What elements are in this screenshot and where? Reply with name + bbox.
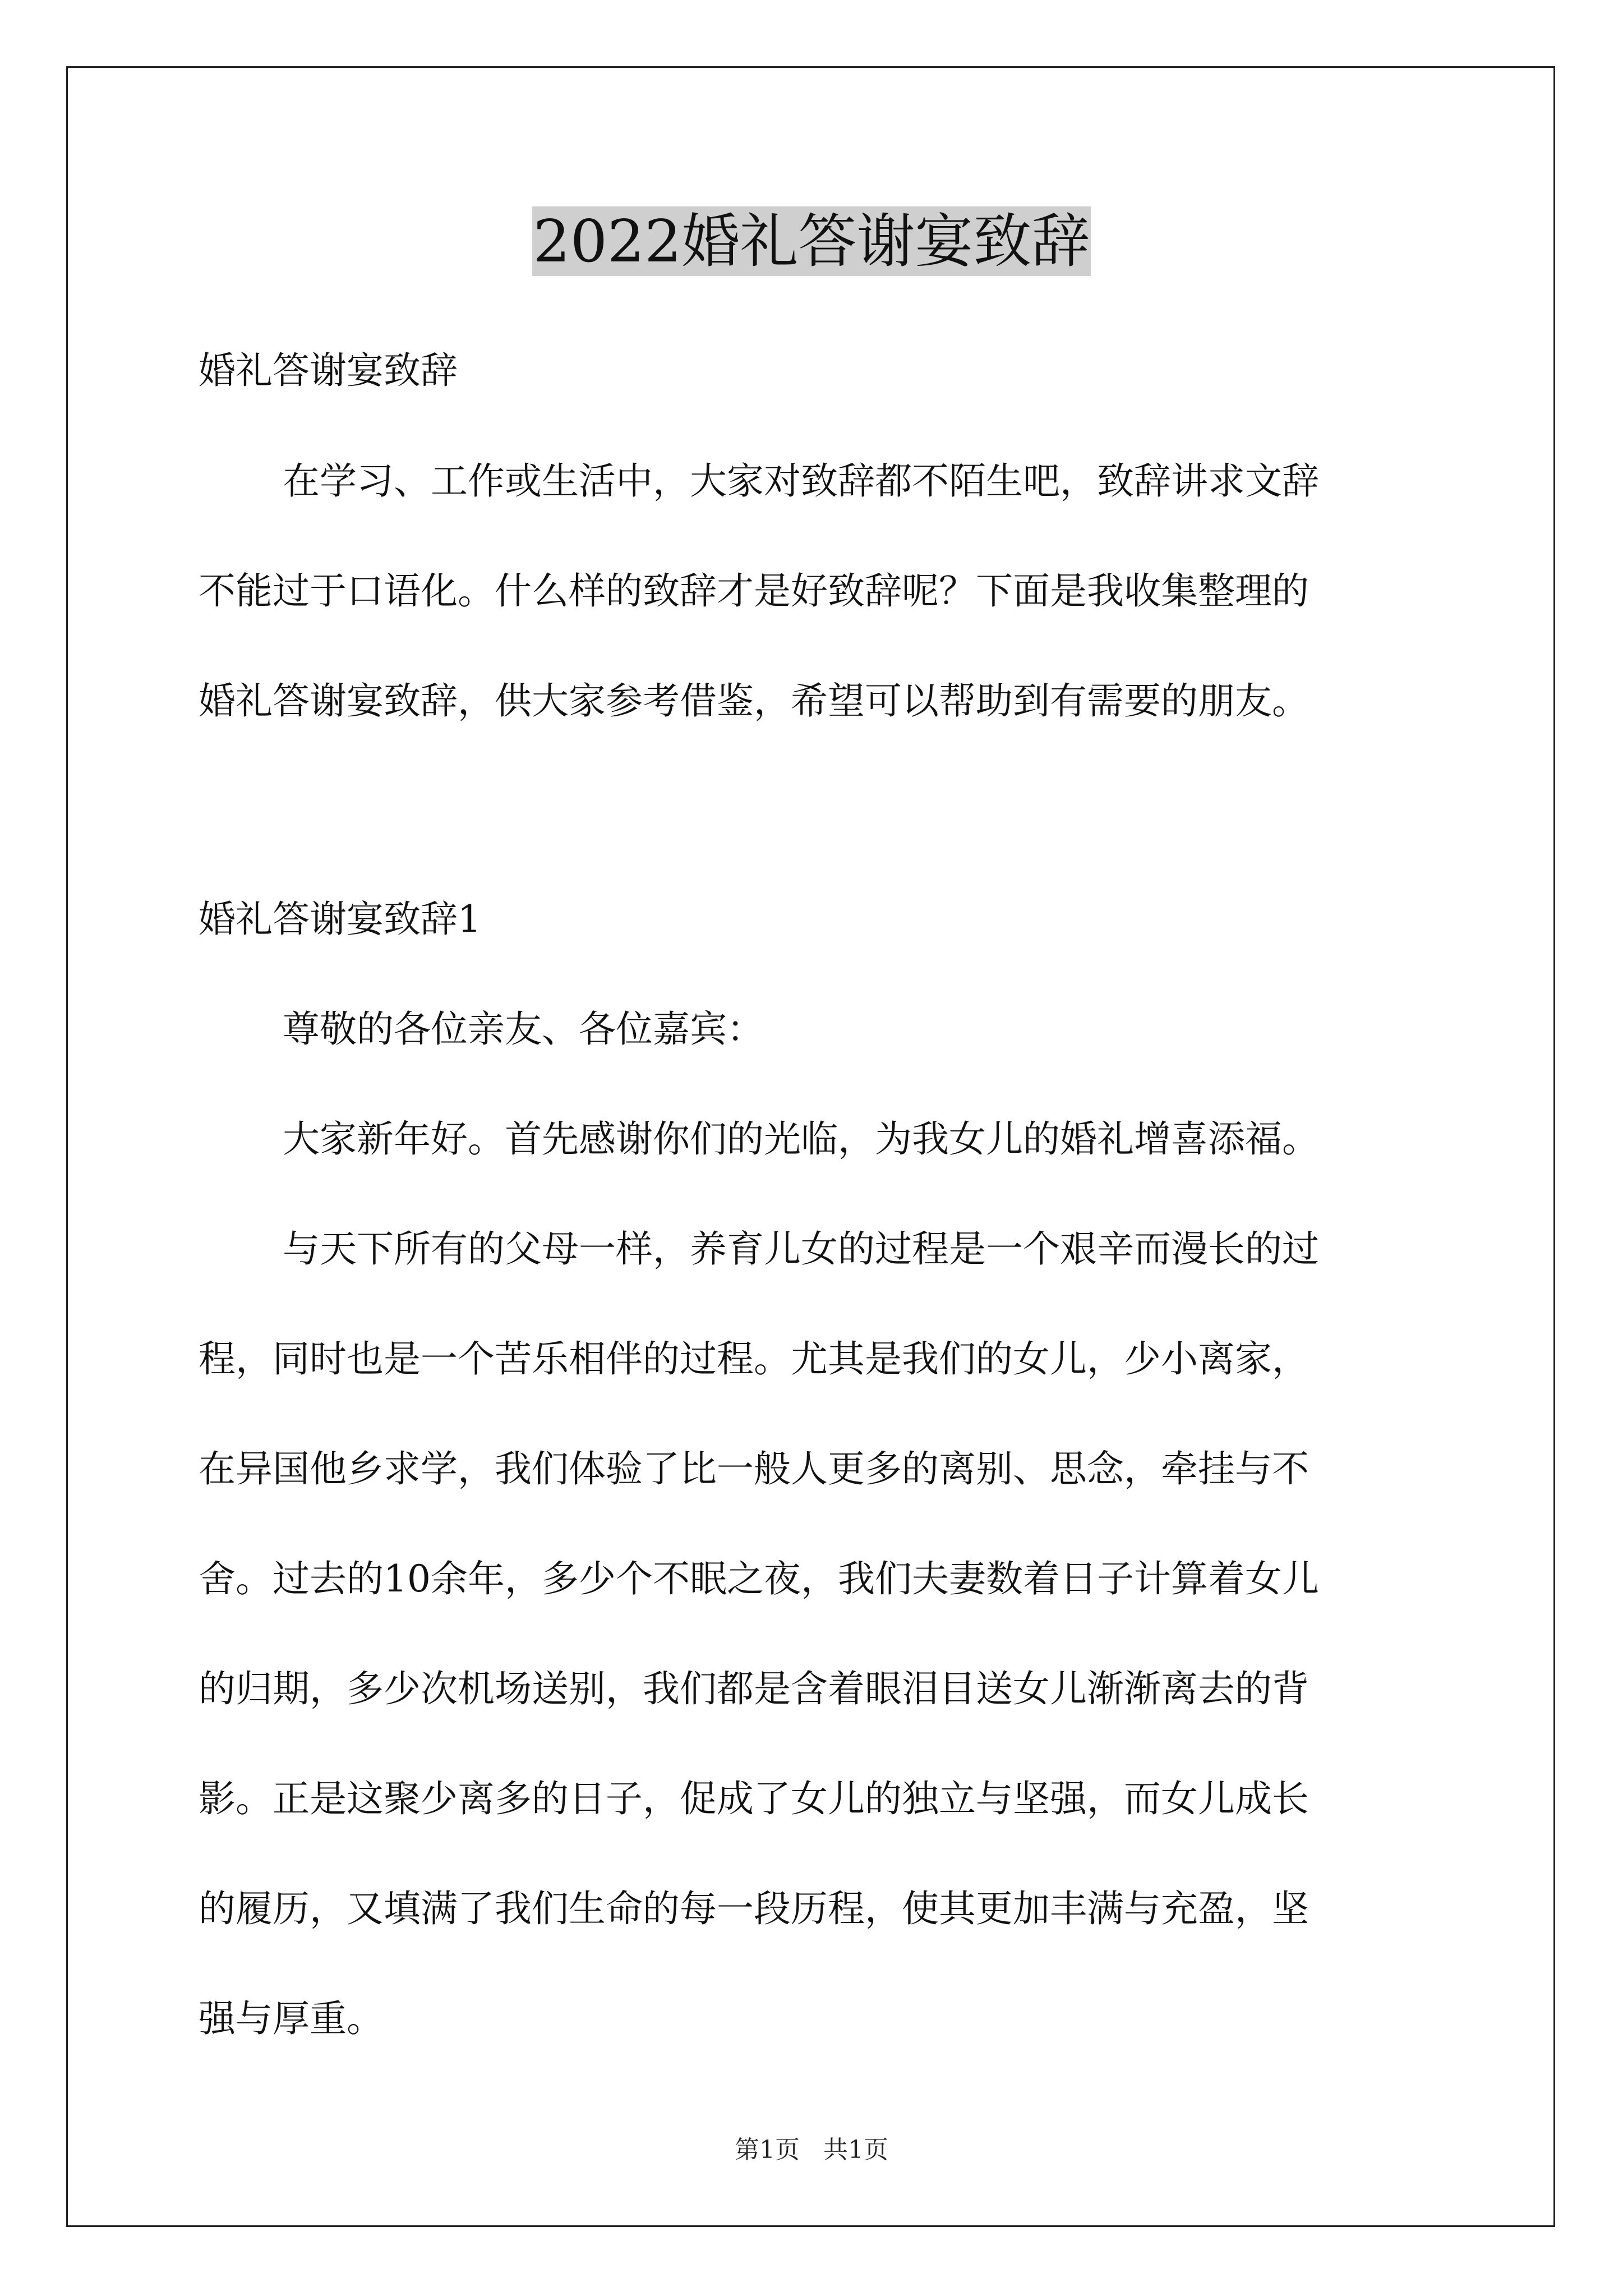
title-container [0, 206, 1623, 276]
intro-paragraph [199, 426, 1430, 756]
paragraph-2-line: 程，同时也是一个苦乐相伴的过程。尤其是我们的女儿，少小离家， [199, 1337, 1309, 1381]
paragraph-2-line: 与天下所有的父母一样，养育儿女的过程是一个艰辛而漫长的过 [283, 1227, 1319, 1271]
paragraph-1: 大家新年好。首先感谢你们的光临，为我女儿的婚礼增喜添福。 [283, 1117, 1319, 1161]
page-footer [0, 2133, 1623, 2167]
document-subtitle-block [199, 316, 1430, 426]
document-subtitle: 婚礼答谢宴致辞 [199, 349, 458, 392]
paragraph-2-line: 的履历，又填满了我们生命的每一段历程，使其更加丰满与充盈，坚 [199, 1887, 1309, 1930]
intro-line: 在学习、工作或生活中，大家对致辞都不陌生吧，致辞讲求文辞 [283, 459, 1319, 503]
intro-line: 不能过于口语化。什么样的致辞才是好致辞呢？下面是我收集整理的 [199, 569, 1309, 613]
document-title: 2022婚礼答谢宴致辞 [533, 207, 1090, 275]
salutation: 尊敬的各位亲友、各位嘉宾： [283, 1007, 764, 1051]
paragraph-2-line: 在异国他乡求学，我们体验了比一般人更多的离别、思念，牵挂与不 [199, 1447, 1309, 1490]
section-heading: 婚礼答谢宴致辞1 [199, 898, 481, 941]
section-block [199, 864, 1430, 2074]
paragraph-2-line: 影。正是这聚少离多的日子，促成了女儿的独立与坚强，而女儿成长 [199, 1777, 1309, 1820]
page-number: 第1页 共1页 [735, 2136, 888, 2164]
paragraph-2-line: 强与厚重。 [199, 1997, 384, 2040]
paragraph-2-line: 舍。过去的10余年，多少个不眠之夜，我们夫妻数着日子计算着女儿 [199, 1557, 1319, 1600]
intro-line: 婚礼答谢宴致辞，供大家参考借鉴，希望可以帮助到有需要的朋友。 [199, 679, 1309, 723]
paragraph-2-line: 的归期，多少次机场送别，我们都是含着眼泪目送女儿渐渐离去的背 [199, 1667, 1309, 1710]
